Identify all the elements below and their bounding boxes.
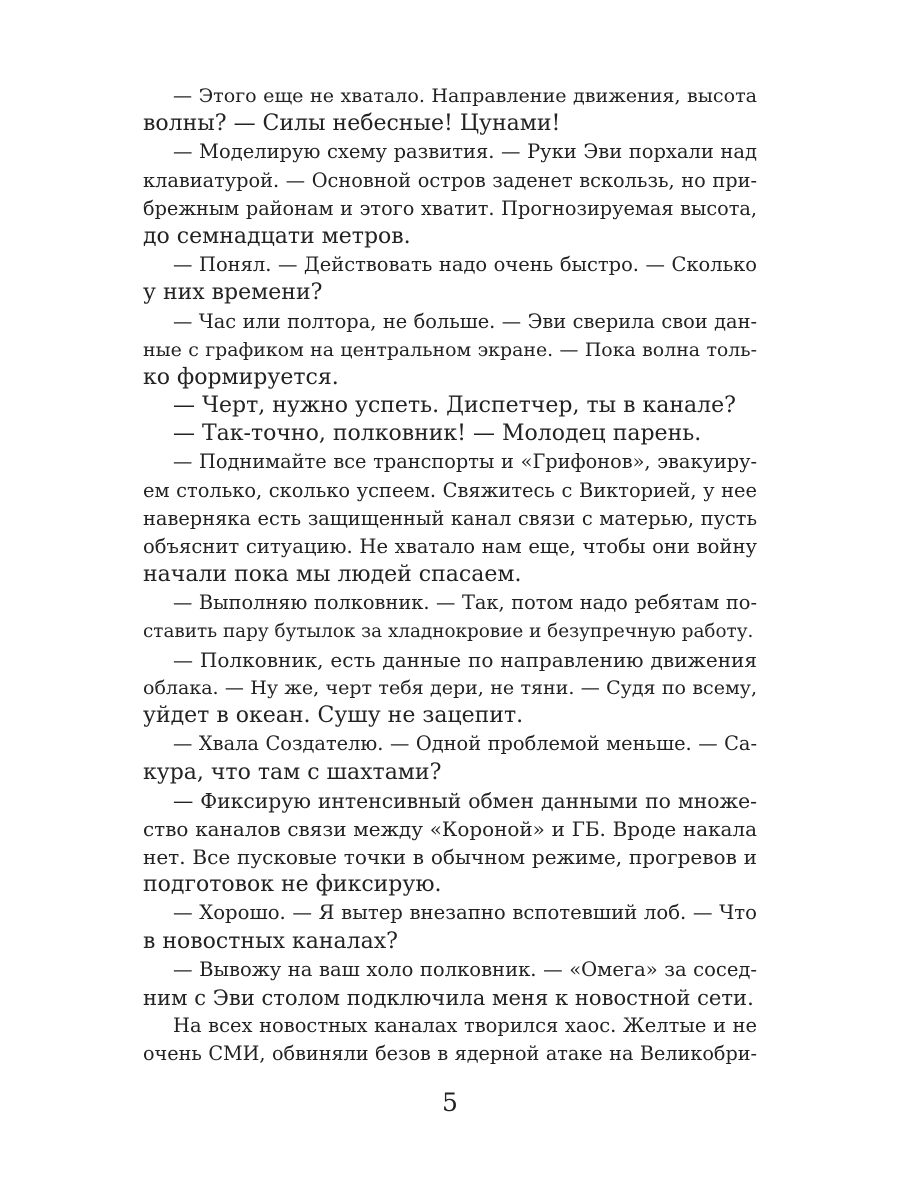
text-line: — Понял. — Действовать надо очень быстро. — Сколько — [173, 253, 757, 277]
text-line: ним с Эви столом подключила меня к новостной сети. — [143, 985, 754, 1010]
text-line: облака. — Ну же, черт тебя дери, не тяни. — Судя по всему, — [143, 676, 757, 699]
text-line: — Выполняю полковник. — Так, потом надо ребятам по- — [173, 591, 757, 615]
text-line: ставить пару бутылок за хладнокровие и безупречную работу. — [143, 620, 754, 642]
text-line: очень СМИ, обвиняли безов в ядерной атаке на Великобри- — [143, 1042, 757, 1066]
text-line: ные с графиком на центральном экране. — Пока волна толь- — [143, 338, 757, 361]
text-line: На всех новостных каналах творился хаос. Желтые и не — [173, 1014, 757, 1038]
text-line: брежным районам и этого хватит. Прогнозируемая высота, — [143, 196, 757, 220]
text-line: ем столько, сколько успеем. Свяжитесь с Викторией, у нее — [143, 478, 757, 502]
text-line: — Час или полтора, не больше. — Эви сверила свои дан- — [173, 309, 757, 333]
text-line: — Так-точно, полковник! — Молодец парень. — [173, 421, 702, 447]
text-line: кура, что там с шахтами? — [143, 759, 442, 785]
text-line: наверняка есть защищенный канал связи с матерью, пусть — [143, 506, 757, 530]
text-line: — Хвала Создателю. — Одной проблемой меньше. — Са- — [173, 732, 757, 756]
text-line: нет. Все пусковые точки в обычном режиме, прогревов и — [143, 845, 757, 870]
text-line: клавиатурой. — Основной остров заденет вскользь, но при- — [143, 168, 757, 192]
text-line: у них времени? — [143, 280, 323, 306]
text-line: — Черт, нужно успеть. Диспетчер, ты в канале? — [173, 393, 736, 419]
body-text — [143, 82, 757, 1069]
text-line: ство каналов связи между «Короной» и ГБ. Вроде накала — [143, 816, 757, 841]
text-line: волны? — Силы небесные! Цунами! — [143, 111, 561, 137]
text-line: ко формируется. — [143, 364, 339, 390]
text-line: — Полковник, есть данные по направлению движения — [173, 647, 757, 672]
page-number: 5 — [442, 1088, 458, 1117]
text-line: — Этого еще не хватало. Направление движения, высота — [173, 85, 757, 107]
text-line: в новостных каналах? — [143, 928, 398, 954]
text-line: уйдет в океан. Сушу не зацепит. — [143, 703, 524, 729]
text-line: до семнадцати метров. — [143, 223, 411, 249]
text-line: — Фиксирую интенсивный обмен данными по множе- — [173, 788, 757, 813]
text-line: — Хорошо. — Я вытер внезапно вспотевший лоб. — Что — [173, 901, 757, 925]
text-line: — Моделирую схему развития. — Руки Эви порхали над — [173, 140, 757, 164]
text-line: начали пока мы людей спасаем. — [143, 562, 522, 588]
text-line: — Поднимайте все транспорты и «Грифонов», эвакуиру- — [173, 450, 757, 474]
text-line: подготовок не фиксирую. — [143, 872, 442, 898]
text-line: — Вывожу на ваш холо полковник. — «Омега» за сосед- — [173, 957, 757, 981]
text-line: объяснит ситуацию. Не хватало нам еще, чтобы они войну — [143, 535, 757, 558]
